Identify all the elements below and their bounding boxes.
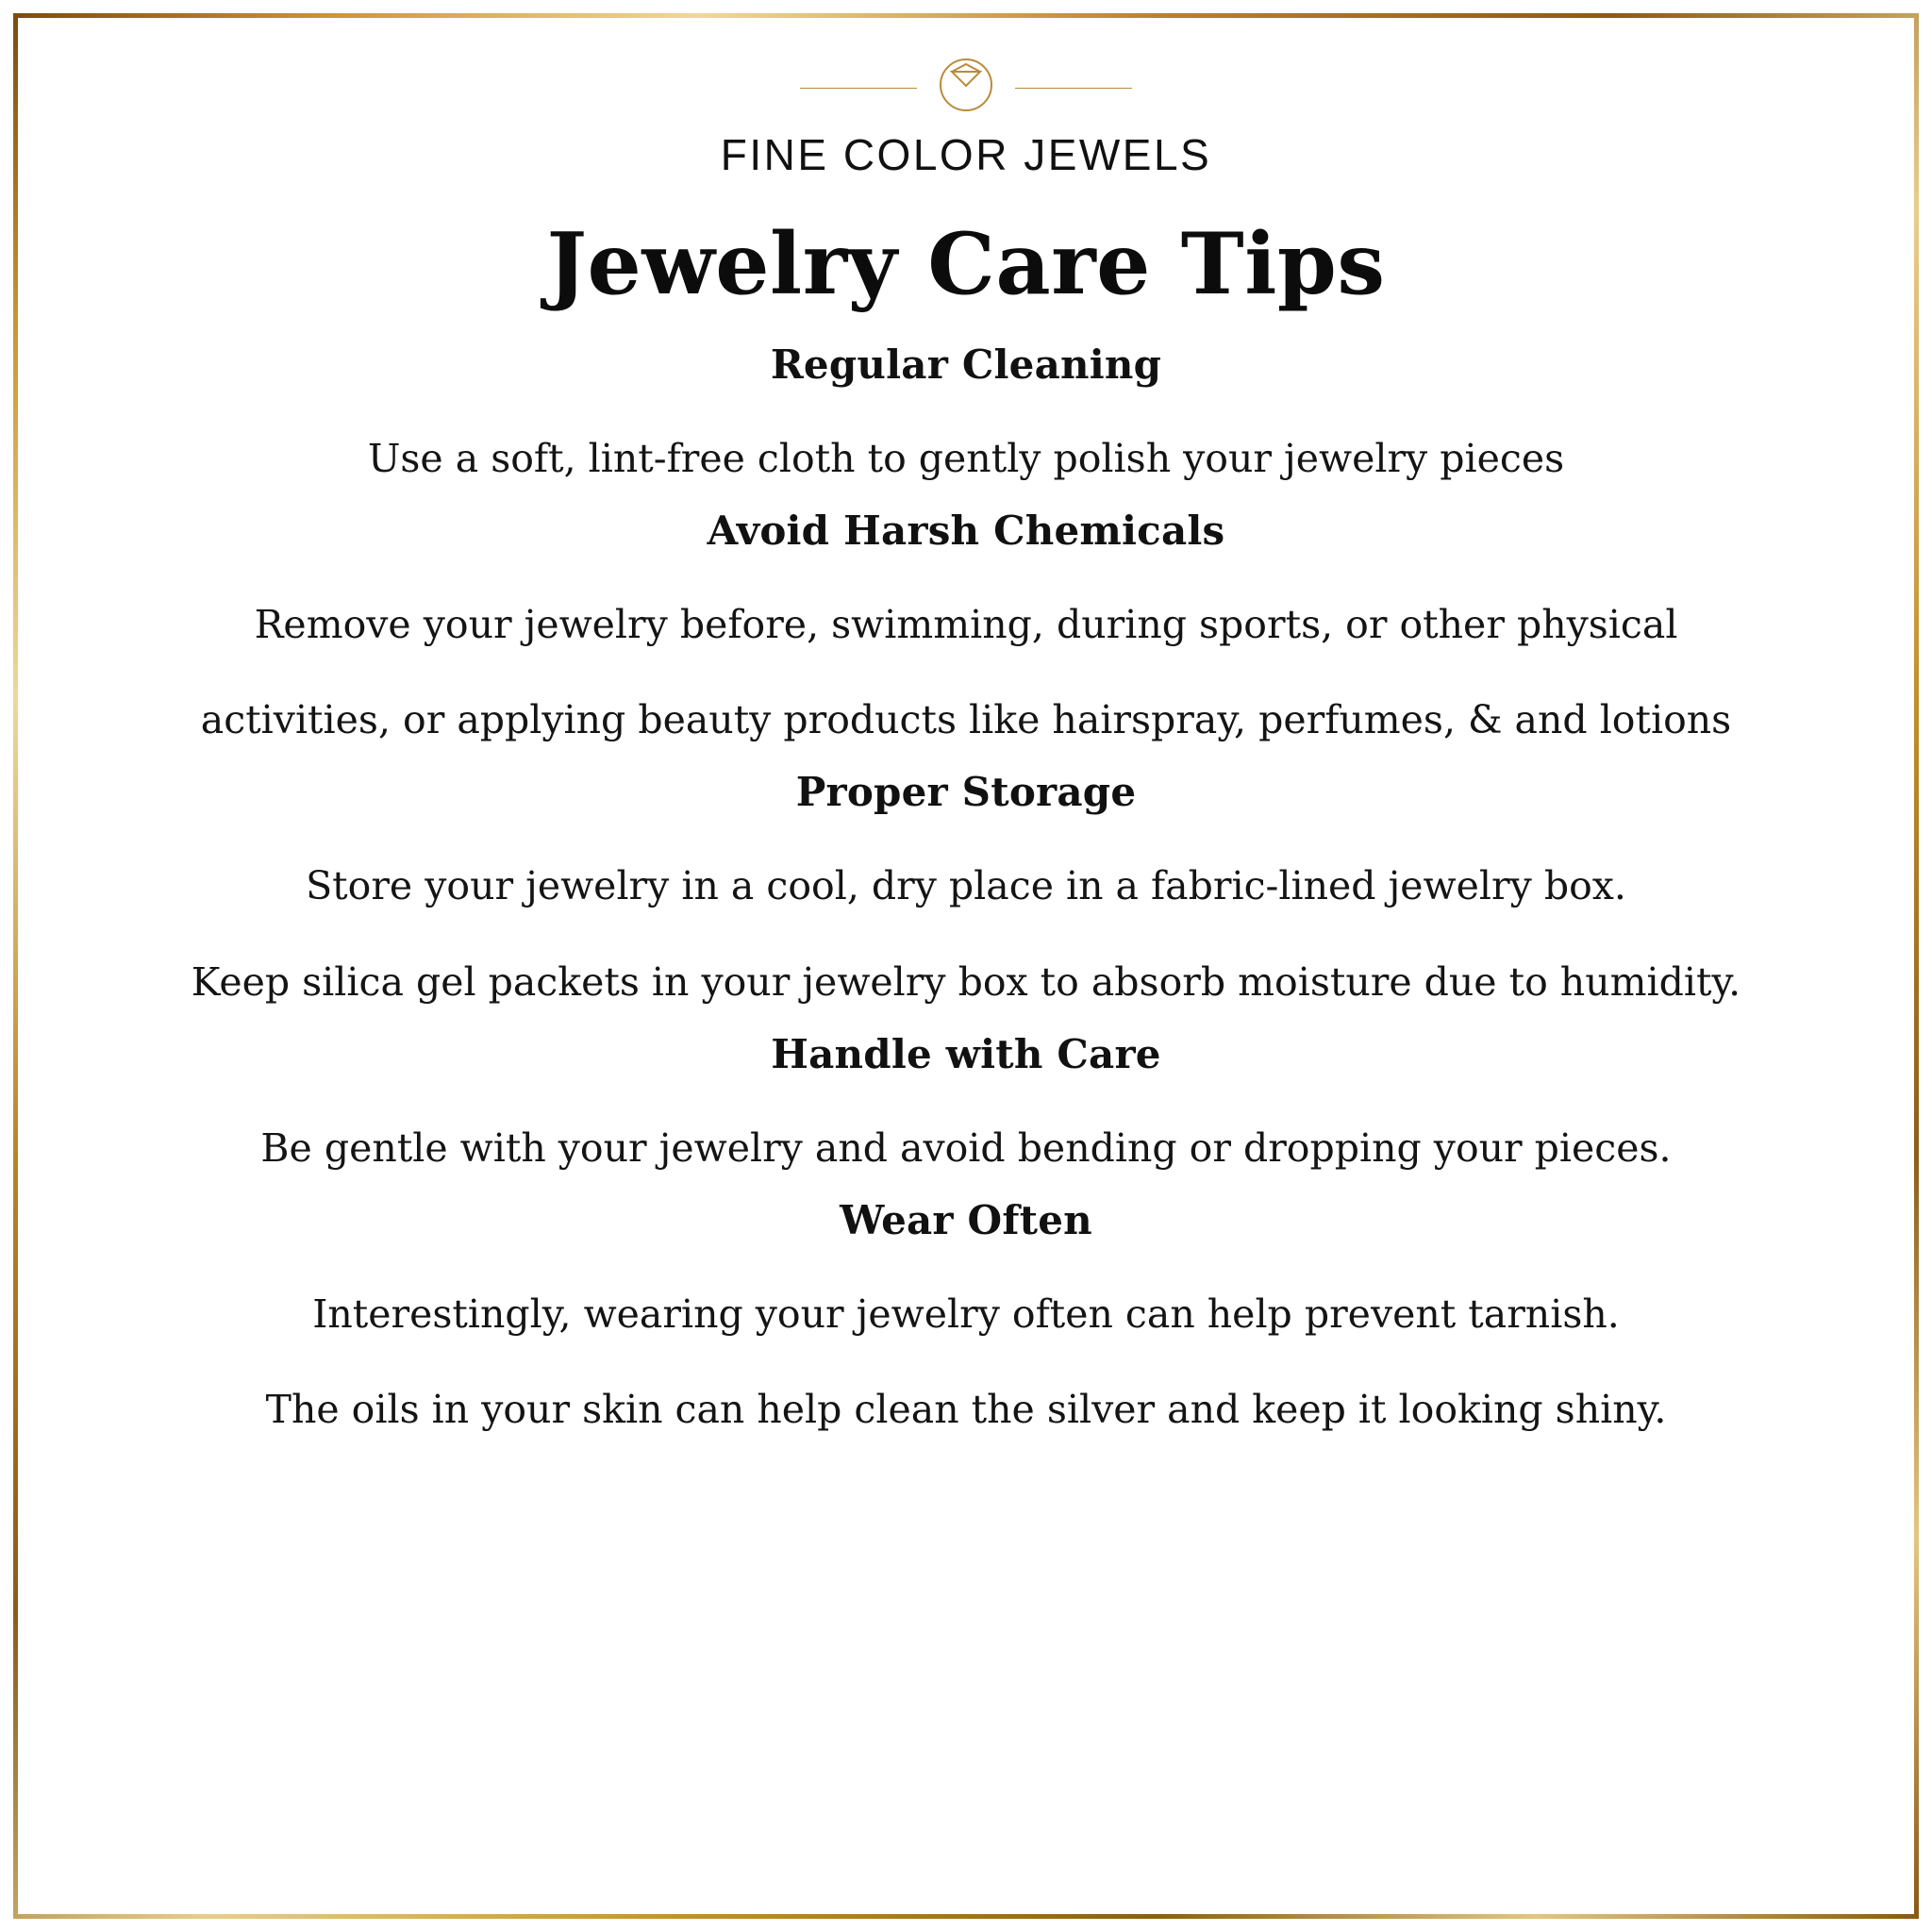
care-tips-sections	[75, 341, 1857, 1435]
section-line: Remove your jewelry before, swimming, during sports, or other physical	[254, 601, 1678, 647]
section-heading: Proper Storage	[795, 769, 1137, 816]
logo-rule-right	[1015, 88, 1132, 89]
brand-logo	[75, 54, 1857, 180]
section-line: Keep silica gel packets in your jewelry box to absorb moisture due to humidity.	[191, 958, 1741, 1005]
section-line: Be gentle with your jewelry and avoid bending or dropping your pieces.	[260, 1124, 1672, 1171]
logo-rule-left	[800, 88, 917, 89]
section-heading: Regular Cleaning	[770, 341, 1162, 388]
section-regular-cleaning	[75, 341, 1857, 483]
brand-name: FINE COLOR JEWELS	[720, 130, 1212, 179]
section-heading: Wear Often	[840, 1197, 1092, 1243]
section-line: Interestingly, wearing your jewelry often can help prevent tarnish.	[312, 1291, 1620, 1337]
page-title: Jewelry Care Tips	[546, 214, 1386, 314]
section-line: Store your jewelry in a cool, dry place in a fabric-lined jewelry box.	[306, 863, 1626, 909]
diamond-outline-icon	[923, 54, 1009, 122]
section-wear-often	[75, 1173, 1857, 1435]
section-avoid-harsh-chemicals	[75, 483, 1857, 745]
section-heading: Handle with Care	[771, 1030, 1161, 1077]
section-handle-with-care	[75, 1007, 1857, 1173]
section-line: activities, or applying beauty products like hairspray, perfumes, & and lotions	[200, 697, 1732, 742]
gold-border-frame	[13, 13, 1919, 1919]
section-line: The oils in your skin can help clean the silver and keep it looking shiny.	[265, 1387, 1667, 1433]
section-proper-storage	[75, 744, 1857, 1007]
section-heading: Avoid Harsh Chemicals	[707, 507, 1225, 554]
section-line: Use a soft, lint-free cloth to gently polish your jewelry pieces	[367, 435, 1565, 481]
